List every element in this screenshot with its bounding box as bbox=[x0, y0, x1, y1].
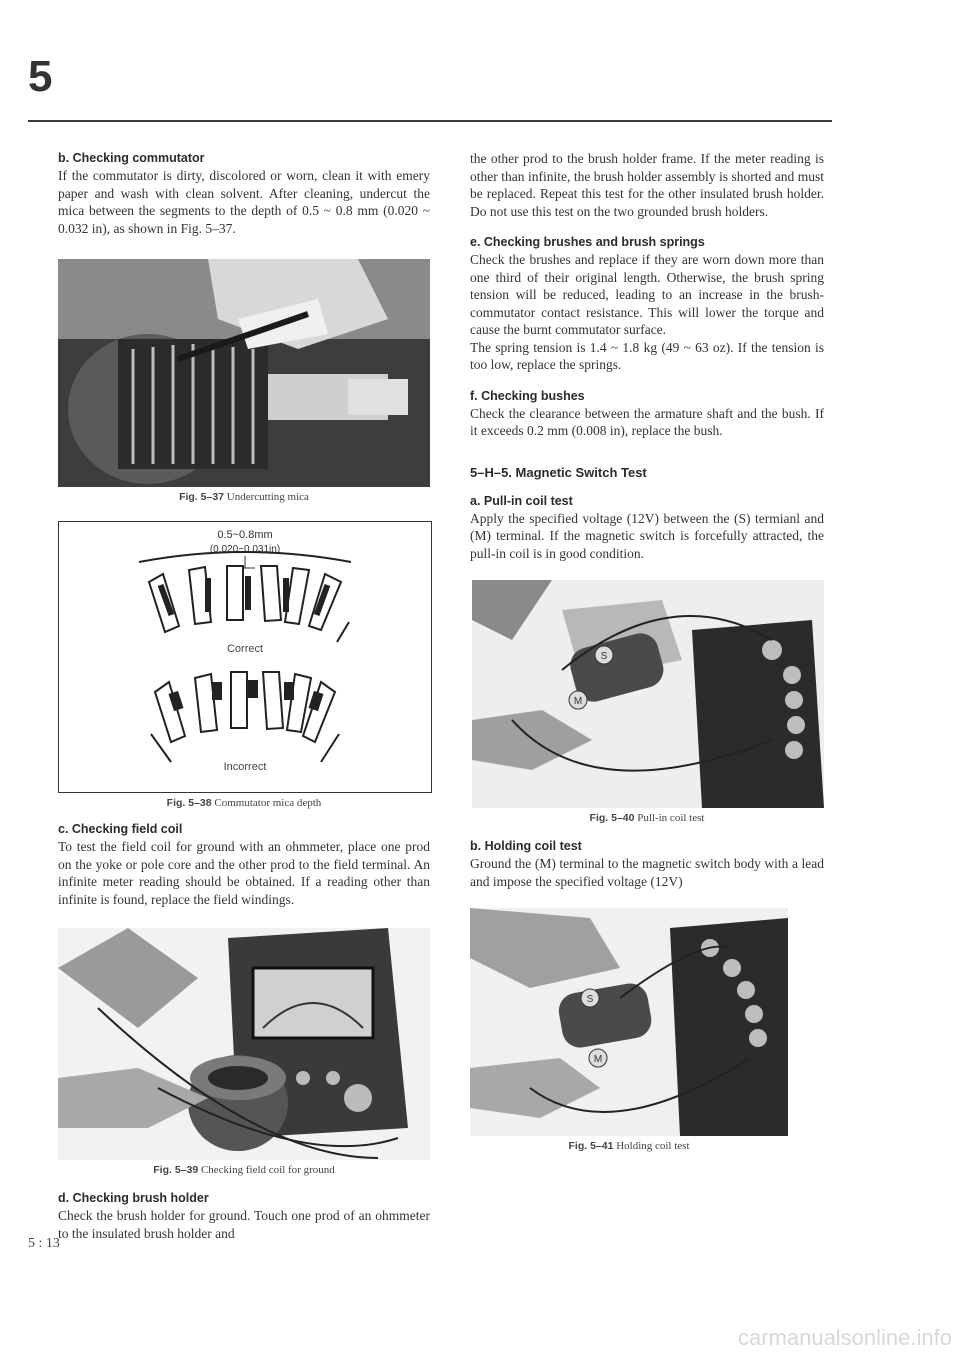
photo-pull-in-coil-test bbox=[472, 580, 824, 808]
fig-5-39-title: Checking field coil for ground bbox=[200, 1164, 335, 1176]
heading-pull-in-coil-test: a. Pull-in coil test bbox=[470, 493, 573, 508]
holding-coil-photo-illustration bbox=[470, 908, 788, 1136]
paragraph-brush-holder: Check the brush holder for ground. Touch one prod of an ohmmeter to the insulated brush holder and bbox=[58, 1208, 430, 1241]
pull-in-s-label: S bbox=[600, 651, 608, 662]
pull-in-m-label: M bbox=[573, 696, 583, 707]
undercutting-photo-illustration bbox=[58, 259, 430, 487]
caption-fig-5-38 bbox=[58, 797, 430, 809]
fig-5-37-number: Fig. 5–37 bbox=[179, 491, 225, 503]
heading-checking-field-coil: c. Checking field coil bbox=[58, 822, 183, 836]
paragraph-bushes: Check the clearance between the armature shaft and the bush. If it exceeds 0.2 mm (0.008 in), replace the bush. bbox=[470, 405, 824, 438]
fig-5-40-title: Pull-in coil test bbox=[637, 812, 705, 824]
fig-5-40-number: Fig. 5–40 bbox=[589, 812, 635, 824]
paragraph-brushes: Check the brushes and replace if they are worn down more than one third of their original length. Otherwise, the brush spring tension will be reduced, leading to an increase in the brush-commutator contact resistance. This will lower the torque and cause the burnt commutator surface. bbox=[470, 252, 824, 337]
photo-undercutting-mica bbox=[58, 259, 430, 487]
page-number: 5 : 13 bbox=[28, 1236, 60, 1251]
fig-5-41-title: Holding coil test bbox=[616, 1140, 690, 1152]
right-column bbox=[470, 150, 824, 1152]
heading-checking-commutator: b. Checking commutator bbox=[58, 151, 205, 165]
paragraph-brush-holder-continued: the other prod to the brush holder frame. If the meter reading is other than infinite, the brush holder assembly is shorted and must be replaced. Repeat this test for the other insulated brush holder. Do not use this test on the two grounded brush holders. bbox=[470, 151, 824, 219]
fig-5-41-number: Fig. 5–41 bbox=[568, 1140, 614, 1152]
dim-in-label: (0.020~0.031in) bbox=[209, 544, 281, 555]
mica-depth-svg bbox=[59, 522, 431, 792]
correct-label: Correct bbox=[226, 643, 264, 655]
incorrect-label: Incorrect bbox=[223, 761, 267, 773]
header-rule bbox=[28, 120, 832, 122]
holding-s-label: S bbox=[586, 994, 594, 1005]
photo-holding-coil-test bbox=[470, 908, 788, 1136]
caption-fig-5-39 bbox=[58, 1164, 430, 1176]
caption-fig-5-40 bbox=[470, 812, 824, 824]
fig-5-38-title: Commutator mica depth bbox=[214, 797, 322, 809]
watermark: carmanualsonline.info bbox=[737, 1325, 952, 1350]
fig-5-37-title: Undercutting mica bbox=[226, 491, 309, 503]
heading-holding-coil-test: b. Holding coil test bbox=[470, 839, 582, 853]
paragraph-spring-tension: The spring tension is 1.4 ~ 1.8 kg (49 ~ 63 oz). If the tension is too low, replace the springs. bbox=[470, 339, 824, 372]
section-heading-magnetic-switch-test: 5–H–5. Magnetic Switch Test bbox=[470, 464, 647, 480]
paragraph-field-coil: To test the field coil for ground with an ohmmeter, place one prod on the yoke or pole core and the other prod to the field terminal. An infinite meter reading should be obtained. If a reading other than infinite is found, replace the field windings. bbox=[58, 839, 430, 907]
paragraph-holding-coil: Ground the (M) terminal to the magnetic switch body with a lead and impose the specified voltage (12V) bbox=[470, 856, 824, 889]
photo-checking-field-coil bbox=[58, 928, 430, 1160]
caption-fig-5-41 bbox=[470, 1140, 788, 1152]
heading-checking-bushes: f. Checking bushes bbox=[470, 388, 585, 403]
diagram-commutator-mica-depth bbox=[58, 521, 432, 793]
heading-checking-brushes: e. Checking brushes and brush springs bbox=[470, 235, 705, 249]
paragraph-commutator: If the commutator is dirty, discolored or worn, clean it with emery paper and wash with clean solvent. After cleaning, undercut the mica between the segments to the depth of 0.5 ~ 0.8 mm (0.020 ~ 0.032 in), as shown in Fig. 5–37. bbox=[58, 168, 430, 236]
paragraph-pull-in-coil: Apply the specified voltage (12V) between the (S) termianl and (M) terminal. If the magnetic switch is forcefully attracted, the pull-in coil is in good condition. bbox=[470, 510, 824, 561]
left-column bbox=[58, 150, 430, 1242]
chapter-number: 5 bbox=[28, 52, 53, 101]
dim-mm-label: 0.5~0.8mm bbox=[217, 529, 273, 541]
pull-in-photo-illustration bbox=[472, 580, 824, 808]
fig-5-39-number: Fig. 5–39 bbox=[153, 1164, 199, 1176]
caption-fig-5-37 bbox=[58, 491, 430, 503]
field-coil-photo-illustration bbox=[58, 928, 430, 1160]
holding-m-label: M bbox=[593, 1054, 603, 1065]
fig-5-38-number: Fig. 5–38 bbox=[166, 797, 212, 809]
heading-checking-brush-holder: d. Checking brush holder bbox=[58, 1191, 209, 1205]
